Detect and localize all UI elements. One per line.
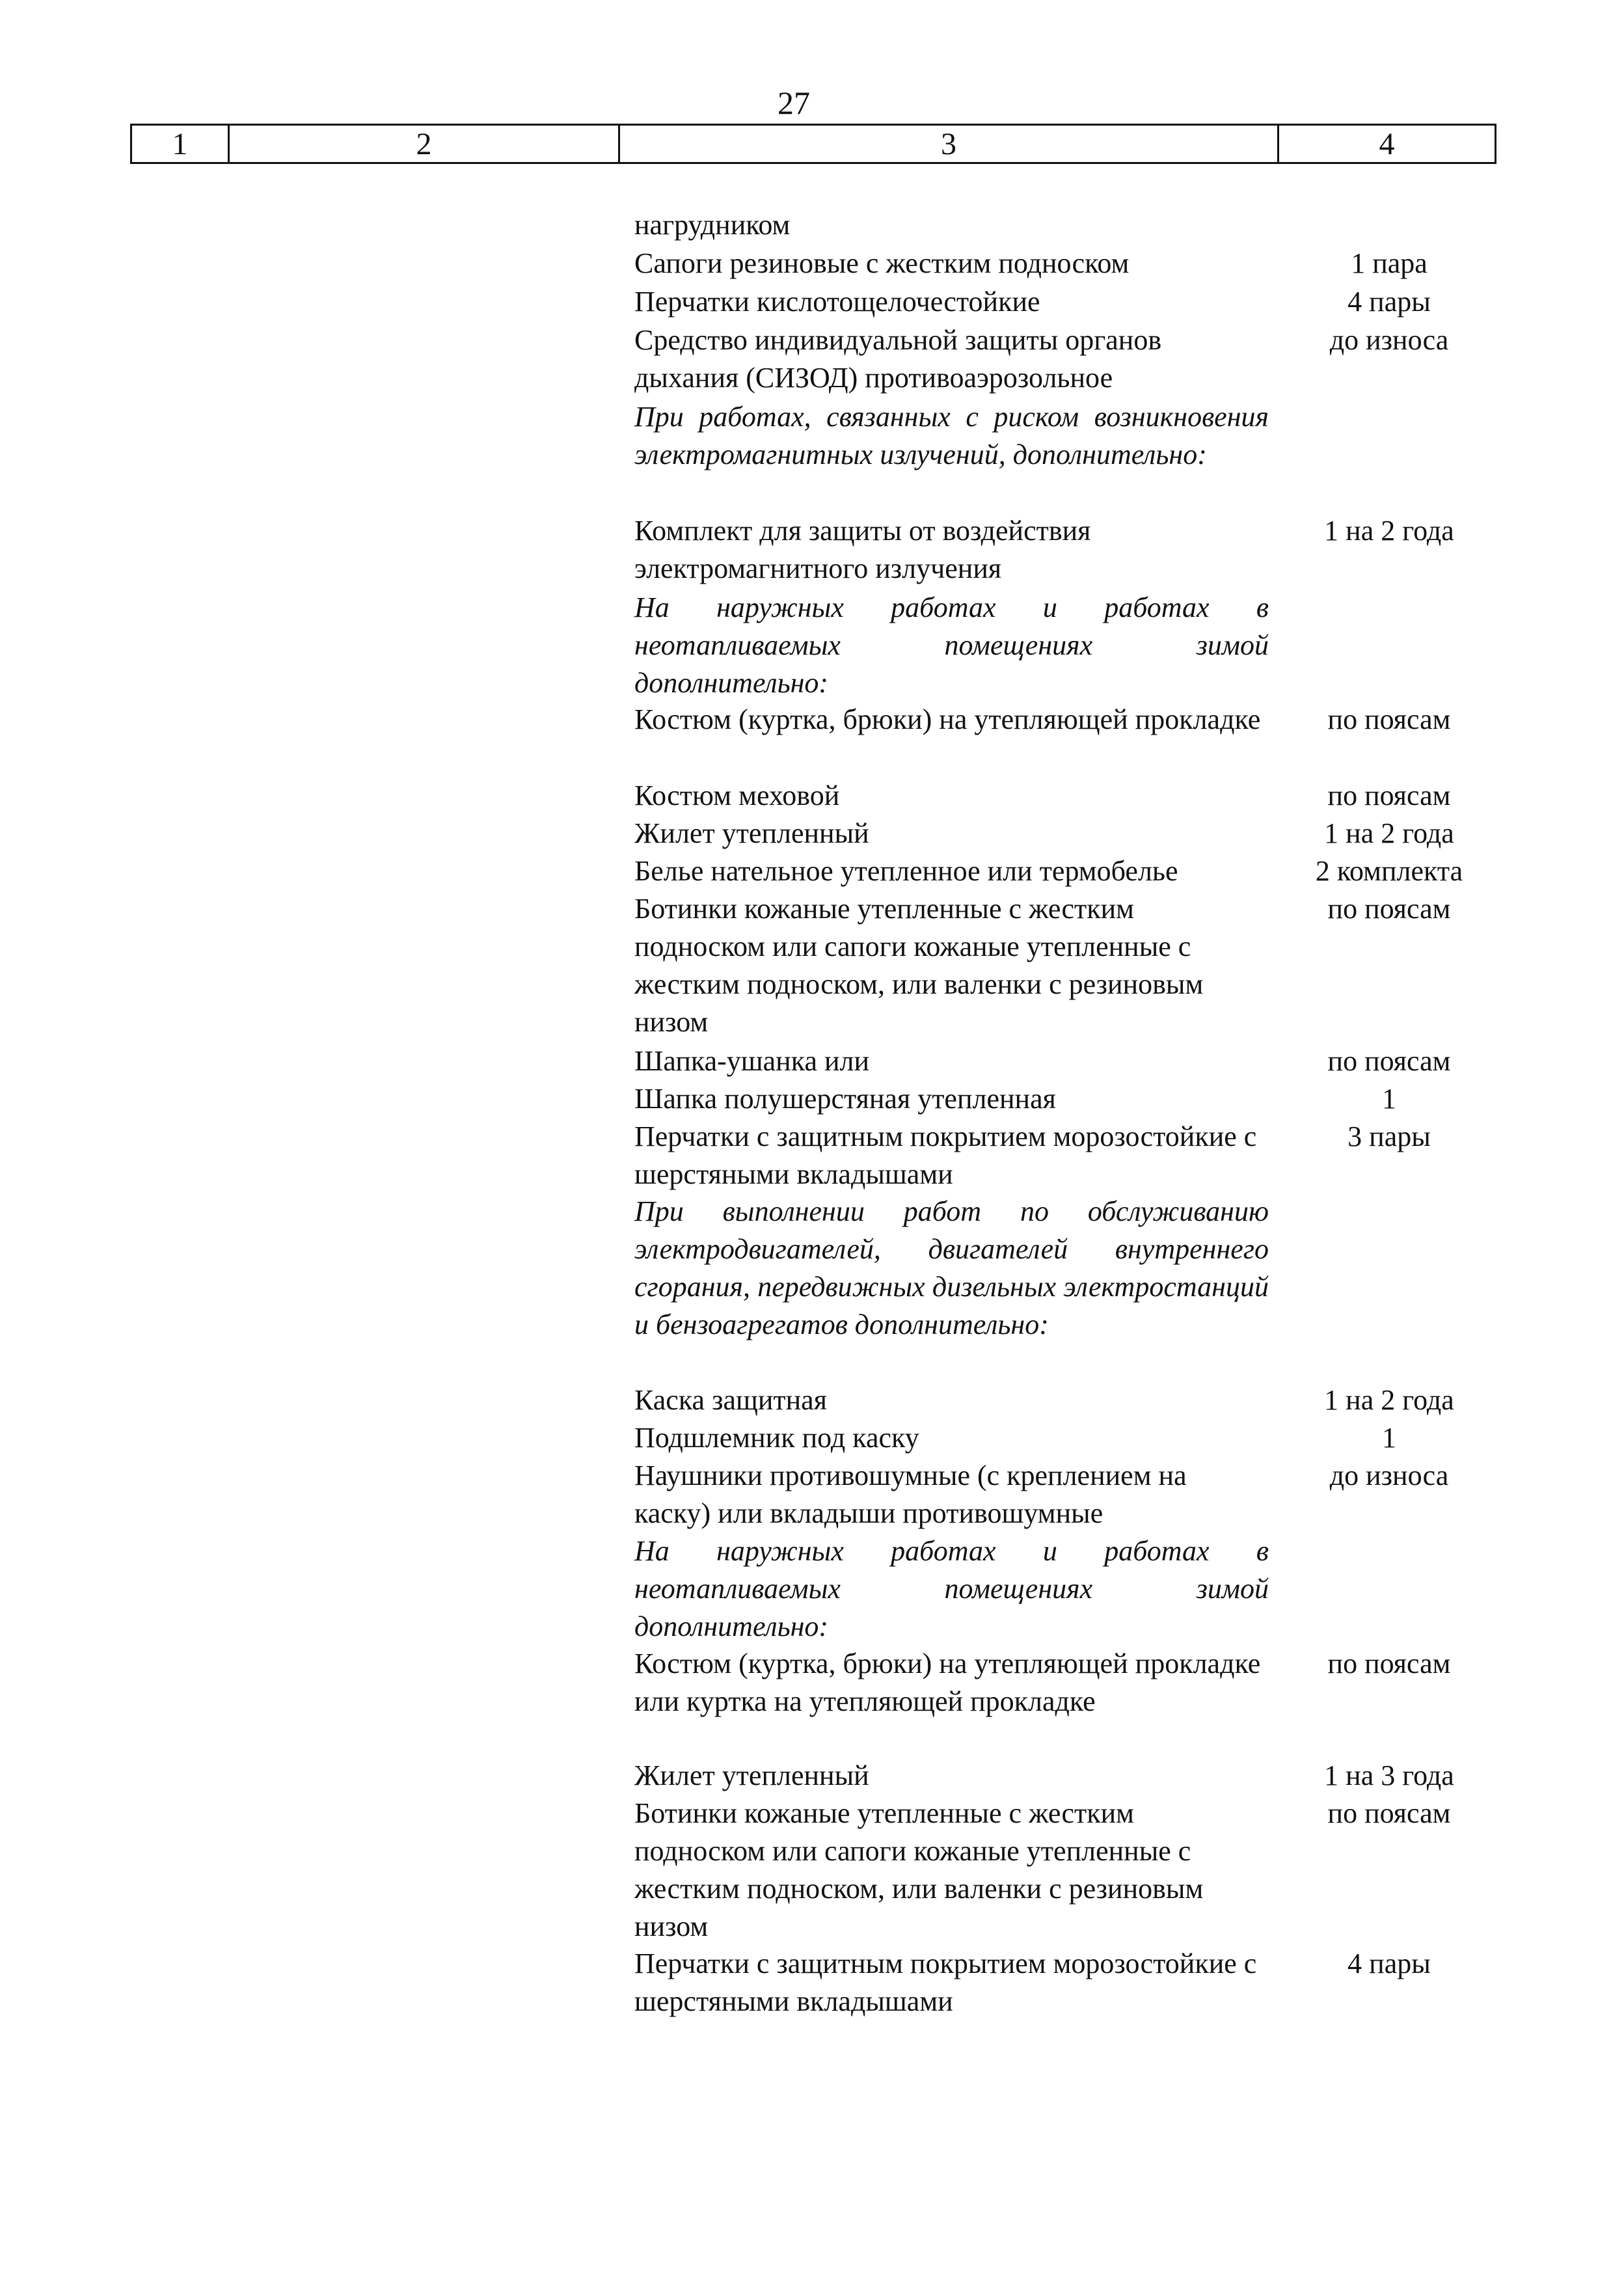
column-header-4: 4 (1379, 127, 1395, 161)
item-quantity: 4 пары (1347, 1948, 1431, 1979)
section-note: На наружных работах и работах в неотапливаемых помещениях зимой дополнительно: (634, 591, 1269, 699)
item-text: Жилет утепленный (634, 817, 869, 849)
item-text: Костюм (куртка, брюки) на утепляющей прокладке или куртка на утепляющей прокладке (634, 1648, 1261, 1717)
item-quantity: 1 на 3 года (1324, 1759, 1454, 1791)
section-note: На наружных работах и работах в неотапливаемых помещениях зимой дополнительно: (634, 1535, 1269, 1642)
column-header-3: 3 (620, 126, 1279, 162)
item-text: Перчатки с защитным покрытием морозостойкие с шерстяными вкладышами (634, 1121, 1257, 1190)
item-quantity: 1 пара (1351, 247, 1428, 279)
column-header-1: 1 (132, 126, 230, 162)
table-header-row (130, 124, 1496, 164)
item-quantity: 1 на 2 года (1324, 817, 1454, 849)
item-text: Шапка-ушанка или (634, 1045, 870, 1077)
item-quantity: по поясам (1327, 1648, 1451, 1679)
item-text: нагрудником (634, 209, 791, 241)
page-number: 27 (778, 85, 810, 121)
item-quantity: 3 пары (1347, 1121, 1431, 1152)
item-quantity: по поясам (1327, 780, 1451, 811)
item-quantity: до износа (1329, 324, 1449, 356)
item-quantity: до износа (1329, 1460, 1449, 1491)
item-quantity: по поясам (1327, 1045, 1451, 1077)
item-quantity: 4 пары (1347, 286, 1431, 318)
item-quantity: по поясам (1327, 703, 1451, 735)
item-quantity: 1 на 2 года (1324, 515, 1454, 547)
item-text: Комплект для защиты от воздействия электромагнитного излучения (634, 515, 1091, 584)
item-quantity: 1 (1382, 1422, 1396, 1454)
item-quantity: 1 (1382, 1083, 1396, 1115)
item-text: Шапка полушерстяная утепленная (634, 1083, 1056, 1115)
item-quantity: по поясам (1327, 893, 1451, 925)
item-text: Костюм меховой (634, 780, 840, 811)
item-text: Костюм (куртка, брюки) на утепляющей прокладке (634, 703, 1261, 735)
item-text: Ботинки кожаные утепленные с жестким подноском или сапоги кожаные утепленные с жестким подноском, или валенки с резиновым низом (634, 893, 1204, 1038)
section-note: При выполнении работ по обслуживанию электродвигателей, двигателей внутреннего сгорания, передвижных дизельных электростанций и бензоагрегатов дополнительно: (634, 1195, 1269, 1340)
item-text: Средство индивидуальной защиты органов дыхания (СИЗОД) противоаэрозольное (634, 324, 1162, 394)
item-text: Наушники противошумные (с креплением на каску) или вкладыши противошумные (634, 1460, 1187, 1529)
column-header-2: 2 (230, 126, 620, 162)
item-text: Перчатки кислотощелочестойкие (634, 286, 1040, 318)
item-text: Белье нательное утепленное или термобелье (634, 855, 1178, 887)
item-quantity: 2 комплекта (1315, 855, 1463, 887)
item-text: Перчатки с защитным покрытием морозостойкие с шерстяными вкладышами (634, 1948, 1257, 2017)
item-quantity: 1 на 2 года (1324, 1384, 1454, 1416)
section-note: При работах, связанных с риском возникновения электромагнитных излучений, дополнительно: (634, 401, 1269, 470)
item-text: Сапоги резиновые с жестким подноском (634, 247, 1130, 279)
item-text: Подшлемник под каску (634, 1422, 919, 1454)
item-quantity: по поясам (1327, 1797, 1451, 1829)
item-text: Каска защитная (634, 1384, 827, 1416)
item-text: Ботинки кожаные утепленные с жестким подноском или сапоги кожаные утепленные с жестким подноском, или валенки с резиновым низом (634, 1797, 1204, 1942)
item-text: Жилет утепленный (634, 1759, 869, 1791)
